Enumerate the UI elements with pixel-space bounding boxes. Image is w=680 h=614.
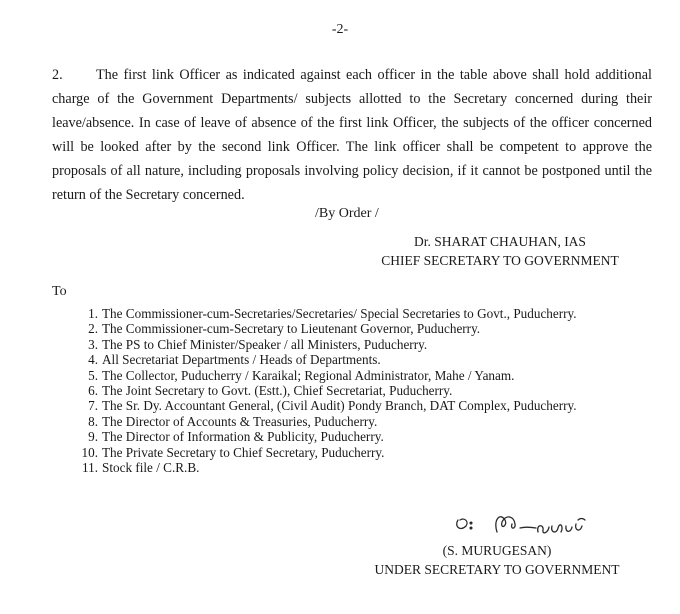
list-item-text: The Director of Information & Publicity, Puducherry. xyxy=(102,429,384,445)
by-order-line: /By Order / xyxy=(315,206,379,221)
list-item xyxy=(76,368,577,383)
list-item-text: The Commissioner-cum-Secretary to Lieutenant Governor, Puducherry. xyxy=(102,321,481,337)
list-item-number: 10. xyxy=(81,444,98,460)
signatory-designation: CHIEF SECRETARY TO GOVERNMENT xyxy=(381,253,619,268)
list-item xyxy=(76,352,577,367)
list-item-number: 3. xyxy=(88,336,98,352)
to-label: To xyxy=(52,284,67,299)
list-item xyxy=(76,398,577,413)
under-secretary-block xyxy=(372,541,622,579)
list-item-text: The Commissioner-cum-Secretaries/Secretaries/ Special Secretaries to Govt., Puducherry. xyxy=(102,306,577,321)
paragraph-number: 2. xyxy=(52,67,63,83)
list-item-text: Stock file / C.R.B. xyxy=(102,460,200,476)
list-item xyxy=(76,460,577,475)
list-item-number: 6. xyxy=(88,383,98,399)
handwritten-signature xyxy=(440,502,590,546)
paragraph-2 xyxy=(52,63,652,207)
distribution-list xyxy=(76,306,577,475)
list-item-number: 7. xyxy=(88,398,98,414)
list-item-text: The Joint Secretary to Govt. (Estt.), Chief Secretariat, Puducherry. xyxy=(102,383,453,399)
list-item xyxy=(76,321,577,336)
list-item-text: The Collector, Puducherry / Karaikal; Regional Administrator, Mahe / Yanam. xyxy=(102,367,515,383)
list-item xyxy=(76,429,577,444)
list-item xyxy=(76,414,577,429)
list-item-number: 2. xyxy=(88,321,98,337)
page-number: -2- xyxy=(331,22,349,37)
list-item xyxy=(76,306,577,321)
list-item xyxy=(76,383,577,398)
list-item-text: All Secretariat Departments / Heads of Departments. xyxy=(102,352,381,368)
list-item xyxy=(76,445,577,460)
paragraph-text: The first link Officer as indicated against each officer in the table above shall hold additional charge of the Government Departments/ subjects allotted to the Secretary concerned during their leave/absence. In case of leave of absence of the first link Officer, the subjects of the officer concerned will be looked after by the second link Officer. The link officer shall be competent to approve the proposals of all nature, including proposals involving policy decision, if it cannot be postponed until the return of the Secretary concerned. xyxy=(52,67,652,203)
list-item-number: 8. xyxy=(88,413,98,429)
list-item xyxy=(76,337,577,352)
list-item-number: 11. xyxy=(82,460,98,476)
list-item-number: 4. xyxy=(88,352,98,368)
list-item-text: The Private Secretary to Chief Secretary, Puducherry. xyxy=(102,444,385,460)
signature-image xyxy=(440,502,590,546)
under-secretary-name: (S. MURUGESAN) xyxy=(442,543,552,558)
signatory-block xyxy=(380,232,620,270)
list-item-text: The PS to Chief Minister/Speaker / all Ministers, Puducherry. xyxy=(102,336,428,352)
list-item-number: 5. xyxy=(88,367,98,383)
under-secretary-designation: UNDER SECRETARY TO GOVERNMENT xyxy=(374,562,620,577)
list-item-text: The Director of Accounts & Treasuries, Puducherry. xyxy=(102,413,378,429)
signatory-name: Dr. SHARAT CHAUHAN, IAS xyxy=(414,234,586,249)
list-item-text: The Sr. Dy. Accountant General, (Civil Audit) Pondy Branch, DAT Complex, Puducherry. xyxy=(102,398,577,414)
list-item-number: 9. xyxy=(88,429,98,445)
list-item-number: 1. xyxy=(88,306,98,321)
